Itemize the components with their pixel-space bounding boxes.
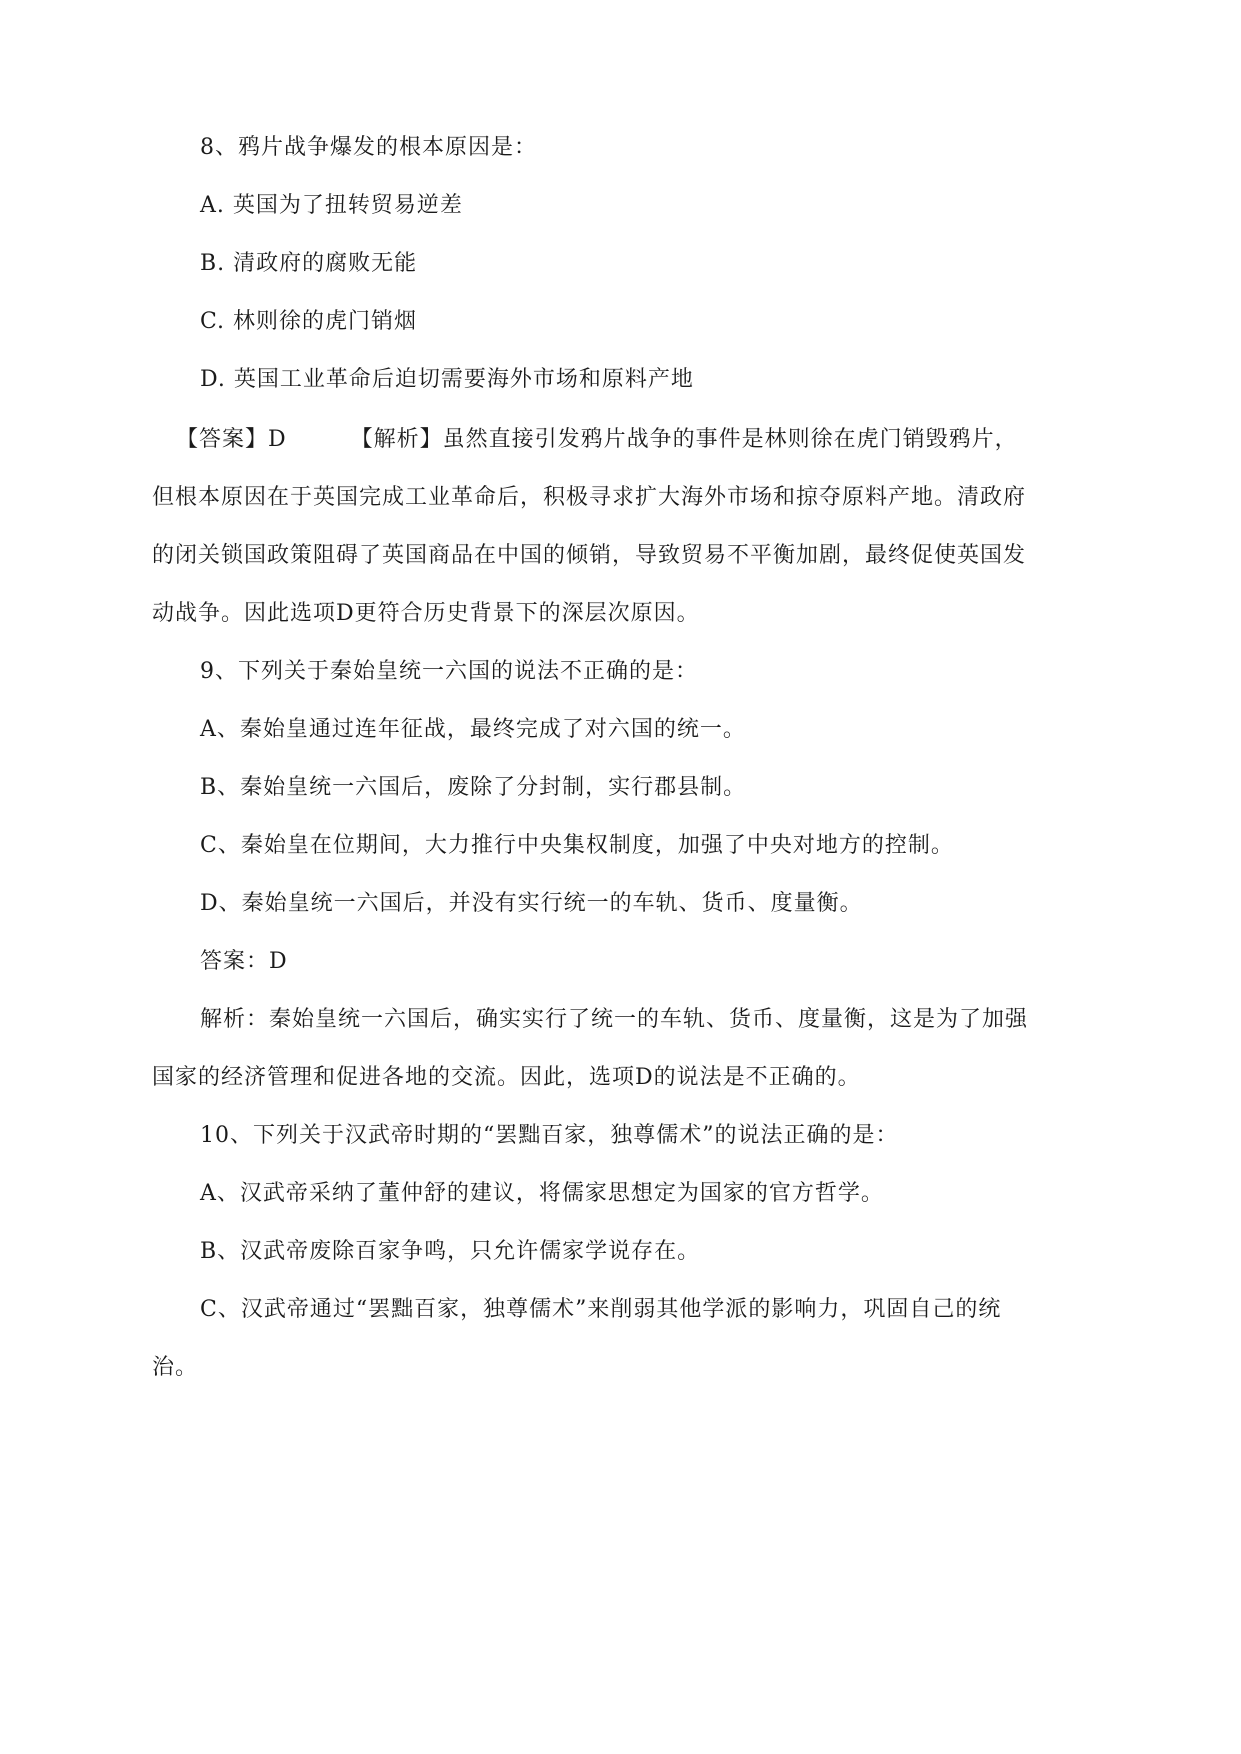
question-8-stem: 8、鸦片战争爆发的根本原因是： <box>200 135 537 160</box>
question-9-analysis-line-1: 解析：秦始皇统一六国后，确实实行了统一的车轨、货币、度量衡，这是为了加强 <box>200 1007 1029 1032</box>
question-9-option-c: C、秦始皇在位期间，大力推行中央集权制度，加强了中央对地方的控制。 <box>200 833 954 858</box>
question-8-analysis-line-3: 的闭关锁国政策阻碍了英国商品在中国的倾销，导致贸易不平衡加剧，最终促使英国发 <box>152 543 1027 568</box>
question-9-answer: 答案：D <box>200 949 288 974</box>
question-8-analysis-line-1: 【解析】虽然直接引发鸦片战争的事件是林则徐在虎门销毁鸦片， <box>350 427 1018 452</box>
question-8-option-a: A. 英国为了扭转贸易逆差 <box>200 193 463 218</box>
question-8-analysis-line-2: 但根本原因在于英国完成工业革命后，积极寻求扩大海外市场和掠夺原料产地。清政府 <box>152 485 1027 510</box>
question-9-stem: 9、下列关于秦始皇统一六国的说法不正确的是： <box>200 659 698 684</box>
question-9-option-b: B、秦始皇统一六国后，废除了分封制，实行郡县制。 <box>200 775 747 800</box>
question-10-option-a: A、汉武帝采纳了董仲舒的建议，将儒家思想定为国家的官方哲学。 <box>200 1181 884 1206</box>
question-10-option-c-continued: 治。 <box>152 1355 199 1380</box>
question-10-stem: 10、下列关于汉武帝时期的“罢黜百家，独尊儒术”的说法正确的是： <box>200 1123 899 1148</box>
question-9-option-d: D、秦始皇统一六国后，并没有实行统一的车轨、货币、度量衡。 <box>200 891 863 916</box>
question-8-analysis-line-4: 动战争。因此选项D更符合历史背景下的深层次原因。 <box>152 601 700 626</box>
question-8-option-d: D. 英国工业革命后迫切需要海外市场和原料产地 <box>200 367 694 392</box>
question-8-answer: 【答案】D <box>176 427 287 452</box>
question-8-answer-row <box>176 424 1116 456</box>
question-9-analysis-line-2: 国家的经济管理和促进各地的交流。因此，选项D的说法是不正确的。 <box>152 1065 861 1090</box>
question-9-option-a: A、秦始皇通过连年征战，最终完成了对六国的统一。 <box>200 717 746 742</box>
question-8-option-c: C. 林则徐的虎门销烟 <box>200 309 418 334</box>
question-10-option-c: C、汉武帝通过“罢黜百家，独尊儒术”来削弱其他学派的影响力，巩固自己的统 <box>200 1297 1002 1322</box>
question-8-option-b: B. 清政府的腐败无能 <box>200 251 418 276</box>
question-10-option-b: B、汉武帝废除百家争鸣，只允许儒家学说存在。 <box>200 1239 701 1264</box>
